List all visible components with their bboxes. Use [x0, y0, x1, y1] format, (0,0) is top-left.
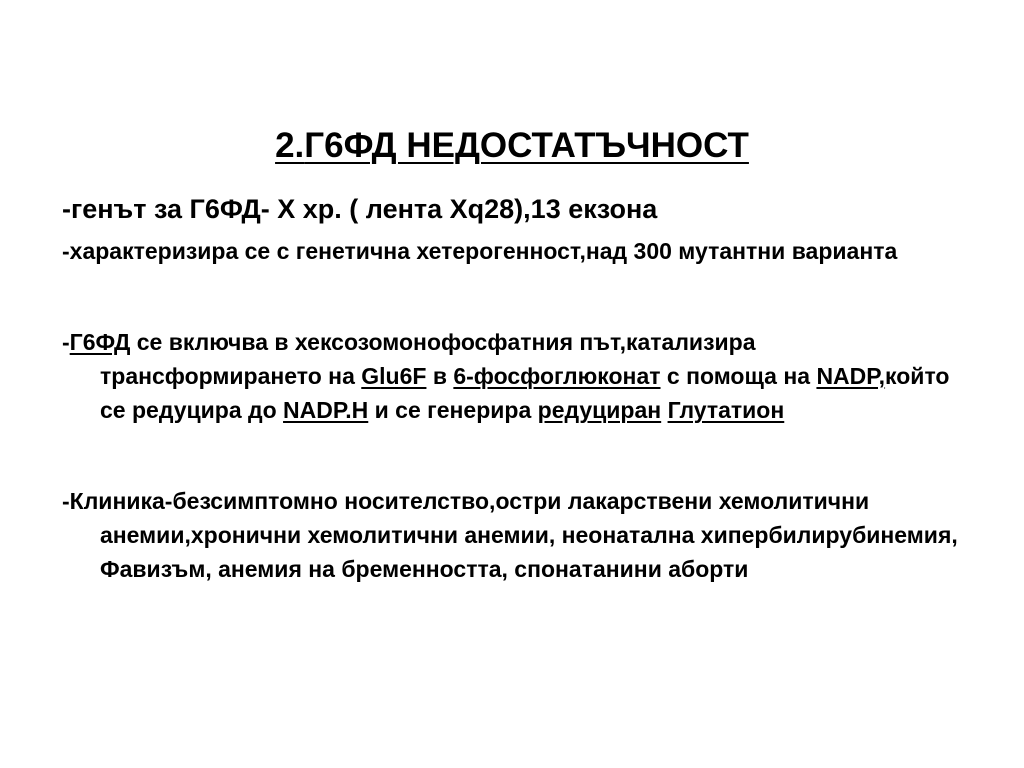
- slide-title: [0, 124, 1024, 168]
- link-glu6f[interactable]: Glu6F: [361, 363, 427, 389]
- pathway-text-1: се включва в хексозомонофосфатния път,катализира трансформирането на: [100, 329, 756, 389]
- paragraph-pathway: [62, 325, 962, 427]
- slide-title-main: Г6ФД НЕДОСТАТЪЧНОСТ: [304, 126, 749, 165]
- link-reduced[interactable]: редуциран: [537, 397, 662, 423]
- slide-body: [62, 188, 962, 586]
- pathway-text-5: и се генерира: [368, 397, 538, 423]
- pathway-text-4: който се редуцира до: [100, 363, 950, 423]
- paragraph-gene: -генът за Г6ФД- X хр. ( лента Xq28),13 екзона: [62, 194, 658, 224]
- pathway-text-3: с помоща на: [660, 363, 817, 389]
- link-glutathione[interactable]: Глутатион: [667, 397, 785, 423]
- pathway-prefix: -: [62, 329, 70, 355]
- link-g6fd[interactable]: Г6ФД: [69, 329, 131, 355]
- paragraph-clinical: -Клиника-безсимптомно носителство,остри лакарствени хемолитични анемии,хронични хемолитични анемии, неонатална хипербилирубинемия, Фавизъм, анемия на бременността, спонатанини аборти: [62, 488, 958, 582]
- link-nadp[interactable]: NADP,: [816, 363, 886, 389]
- paragraph-heterogeneity: -характеризира се с генетична хетерогенност,над 300 мутантни варианта: [62, 238, 898, 264]
- slide-title-text: [275, 126, 749, 165]
- slide-title-number: 2.: [275, 126, 305, 165]
- link-6-phosphogluconate[interactable]: 6-фосфоглюконат: [453, 363, 661, 389]
- link-nadph[interactable]: NADP.H: [283, 397, 369, 423]
- pathway-text-2: в: [426, 363, 454, 389]
